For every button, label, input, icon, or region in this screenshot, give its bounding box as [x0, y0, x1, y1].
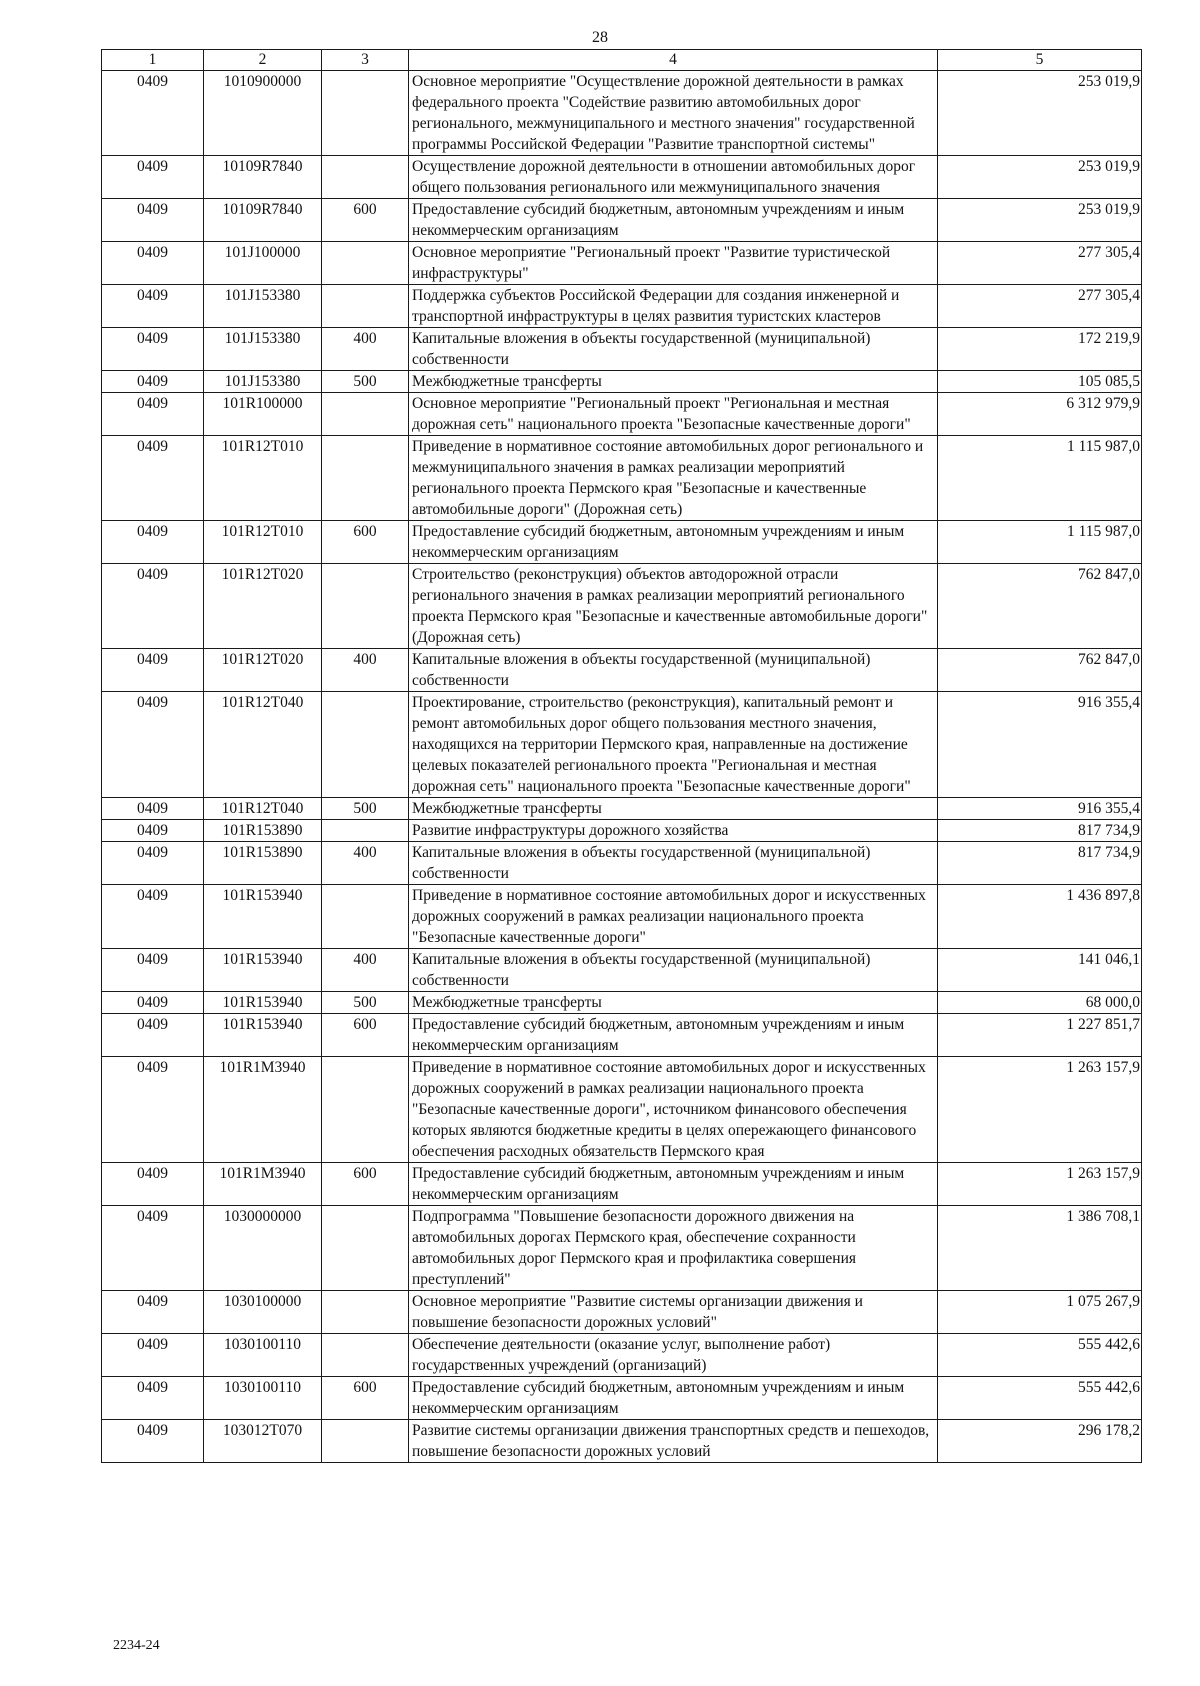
amount: 296 178,2	[938, 1420, 1142, 1463]
section-code: 0409	[102, 242, 204, 285]
table-row	[102, 649, 1142, 692]
item-name: Приведение в нормативное состояние автомобильных дорог регионального и межмуниципального значения в рамках реализации мероприятий регионального проекта Пермского края "Безопасные и качественные автомобильные дороги" (Дорожная сеть)	[409, 436, 938, 521]
item-name: Капитальные вложения в объекты государственной (муниципальной) собственности	[409, 328, 938, 371]
header-col-5: 5	[938, 50, 1142, 71]
target-article-code: 101R153940	[204, 885, 322, 949]
item-name: Проектирование, строительство (реконструкция), капитальный ремонт и ремонт автомобильных дорог общего пользования местного значения, находящихся на территории Пермского края, направленные на достижение целевых показателей регионального проекта "Региональная и местная дорожная сеть" национального проекта "Безопасные качественные дороги"	[409, 692, 938, 798]
table-row	[102, 885, 1142, 949]
amount: 253 019,9	[938, 156, 1142, 199]
amount: 555 442,6	[938, 1377, 1142, 1420]
target-article-code: 101R153940	[204, 1014, 322, 1057]
amount: 141 046,1	[938, 949, 1142, 992]
target-article-code: 101R12T040	[204, 798, 322, 820]
item-name: Развитие инфраструктуры дорожного хозяйства	[409, 820, 938, 842]
section-code: 0409	[102, 436, 204, 521]
expense-type-code	[322, 885, 409, 949]
table-row	[102, 1206, 1142, 1291]
table-body	[102, 71, 1142, 1463]
expense-type-code: 400	[322, 949, 409, 992]
section-code: 0409	[102, 1291, 204, 1334]
target-article-code: 1030100110	[204, 1334, 322, 1377]
expense-type-code: 400	[322, 328, 409, 371]
target-article-code: 101R153890	[204, 820, 322, 842]
section-code: 0409	[102, 842, 204, 885]
target-article-code: 1030100000	[204, 1291, 322, 1334]
target-article-code: 101R12T010	[204, 521, 322, 564]
item-name: Осуществление дорожной деятельности в отношении автомобильных дорог общего пользования регионального или межмуниципального значения	[409, 156, 938, 199]
target-article-code: 101J153380	[204, 371, 322, 393]
amount: 105 085,5	[938, 371, 1142, 393]
table-row	[102, 1420, 1142, 1463]
target-article-code: 101J153380	[204, 328, 322, 371]
amount: 817 734,9	[938, 842, 1142, 885]
table-row	[102, 1163, 1142, 1206]
expense-type-code	[322, 242, 409, 285]
table-row	[102, 156, 1142, 199]
expense-type-code: 600	[322, 1014, 409, 1057]
item-name: Строительство (реконструкция) объектов автодорожной отрасли регионального значения в рамках реализации мероприятий регионального проекта Пермского края "Безопасные и качественные автомобильные дороги" (Дорожная сеть)	[409, 564, 938, 649]
table-row	[102, 1057, 1142, 1163]
section-code: 0409	[102, 692, 204, 798]
amount: 1 075 267,9	[938, 1291, 1142, 1334]
amount: 1 436 897,8	[938, 885, 1142, 949]
item-name: Обеспечение деятельности (оказание услуг, выполнение работ) государственных учреждений (организаций)	[409, 1334, 938, 1377]
target-article-code: 1010900000	[204, 71, 322, 156]
section-code: 0409	[102, 885, 204, 949]
amount: 916 355,4	[938, 692, 1142, 798]
target-article-code: 101R1M3940	[204, 1163, 322, 1206]
section-code: 0409	[102, 1420, 204, 1463]
amount: 916 355,4	[938, 798, 1142, 820]
item-name: Развитие системы организации движения транспортных средств и пешеходов, повышение безопасности дорожных условий	[409, 1420, 938, 1463]
expense-type-code	[322, 1334, 409, 1377]
table-row	[102, 692, 1142, 798]
amount: 762 847,0	[938, 564, 1142, 649]
target-article-code: 101R12T020	[204, 649, 322, 692]
item-name: Подпрограмма "Повышение безопасности дорожного движения на автомобильных дорогах Пермского края, обеспечение сохранности автомобильных дорог Пермского края и профилактика совершения преступлений"	[409, 1206, 938, 1291]
expense-type-code: 400	[322, 842, 409, 885]
page-number: 28	[592, 29, 608, 46]
section-code: 0409	[102, 156, 204, 199]
section-code: 0409	[102, 949, 204, 992]
expense-type-code: 600	[322, 521, 409, 564]
item-name: Предоставление субсидий бюджетным, автономным учреждениям и иным некоммерческим организациям	[409, 1163, 938, 1206]
section-code: 0409	[102, 1377, 204, 1420]
target-article-code: 1030000000	[204, 1206, 322, 1291]
item-name: Поддержка субъектов Российской Федерации для создания инженерной и транспортной инфраструктуры в целях развития туристских кластеров	[409, 285, 938, 328]
table-row	[102, 71, 1142, 156]
expense-type-code: 500	[322, 798, 409, 820]
section-code: 0409	[102, 71, 204, 156]
expense-type-code: 400	[322, 649, 409, 692]
expense-type-code: 600	[322, 1377, 409, 1420]
amount: 253 019,9	[938, 199, 1142, 242]
table-row	[102, 1291, 1142, 1334]
section-code: 0409	[102, 820, 204, 842]
amount: 253 019,9	[938, 71, 1142, 156]
budget-table	[101, 49, 1142, 1463]
expense-type-code: 600	[322, 199, 409, 242]
item-name: Межбюджетные трансферты	[409, 371, 938, 393]
section-code: 0409	[102, 1163, 204, 1206]
header-col-3: 3	[322, 50, 409, 71]
target-article-code: 101R12T040	[204, 692, 322, 798]
item-name: Предоставление субсидий бюджетным, автономным учреждениям и иным некоммерческим организациям	[409, 199, 938, 242]
expense-type-code	[322, 692, 409, 798]
amount: 172 219,9	[938, 328, 1142, 371]
item-name: Основное мероприятие "Развитие системы организации движения и повышение безопасности дорожных условий"	[409, 1291, 938, 1334]
table-row	[102, 521, 1142, 564]
item-name: Предоставление субсидий бюджетным, автономным учреждениям и иным некоммерческим организациям	[409, 521, 938, 564]
target-article-code: 103012T070	[204, 1420, 322, 1463]
expense-type-code	[322, 1206, 409, 1291]
expense-type-code	[322, 564, 409, 649]
item-name: Приведение в нормативное состояние автомобильных дорог и искусственных дорожных сооружений в рамках реализации национального проекта "Безопасные качественные дороги", источником финансового обеспечения которых являются бюджетные кредиты в целях опережающего финансового обеспечения расходных обязательств Пермского края	[409, 1057, 938, 1163]
amount: 555 442,6	[938, 1334, 1142, 1377]
amount: 1 386 708,1	[938, 1206, 1142, 1291]
amount: 68 000,0	[938, 992, 1142, 1014]
item-name: Капитальные вложения в объекты государственной (муниципальной) собственности	[409, 842, 938, 885]
section-code: 0409	[102, 1057, 204, 1163]
section-code: 0409	[102, 371, 204, 393]
table-row	[102, 820, 1142, 842]
target-article-code: 101R12T010	[204, 436, 322, 521]
item-name: Межбюджетные трансферты	[409, 992, 938, 1014]
table-row	[102, 564, 1142, 649]
footer-code: 2234-24	[113, 1638, 160, 1653]
item-name: Капитальные вложения в объекты государственной (муниципальной) собственности	[409, 949, 938, 992]
target-article-code: 1030100110	[204, 1377, 322, 1420]
expense-type-code	[322, 1291, 409, 1334]
item-name: Приведение в нормативное состояние автомобильных дорог и искусственных дорожных сооружений в рамках реализации национального проекта "Безопасные качественные дороги"	[409, 885, 938, 949]
section-code: 0409	[102, 1334, 204, 1377]
table-row	[102, 393, 1142, 436]
table-row	[102, 992, 1142, 1014]
expense-type-code	[322, 156, 409, 199]
section-code: 0409	[102, 798, 204, 820]
section-code: 0409	[102, 393, 204, 436]
target-article-code: 101J153380	[204, 285, 322, 328]
section-code: 0409	[102, 285, 204, 328]
header-col-2: 2	[204, 50, 322, 71]
expense-type-code	[322, 1420, 409, 1463]
target-article-code: 101R153940	[204, 949, 322, 992]
amount: 817 734,9	[938, 820, 1142, 842]
item-name: Основное мероприятие "Осуществление дорожной деятельности в рамках федерального проекта "Содействие развитию автомобильных дорог регионального, межмуниципального и местного значения" государственной программы Российской Федерации "Развитие транспортной системы"	[409, 71, 938, 156]
expense-type-code: 500	[322, 371, 409, 393]
table-row	[102, 371, 1142, 393]
item-name: Основное мероприятие "Региональный проект "Развитие туристической инфраструктуры"	[409, 242, 938, 285]
expense-type-code	[322, 393, 409, 436]
amount: 1 227 851,7	[938, 1014, 1142, 1057]
amount: 277 305,4	[938, 242, 1142, 285]
target-article-code: 101R153940	[204, 992, 322, 1014]
item-name: Предоставление субсидий бюджетным, автономным учреждениям и иным некоммерческим организациям	[409, 1014, 938, 1057]
table-row	[102, 436, 1142, 521]
section-code: 0409	[102, 992, 204, 1014]
target-article-code: 10109R7840	[204, 199, 322, 242]
table-row	[102, 199, 1142, 242]
target-article-code: 10109R7840	[204, 156, 322, 199]
header-col-4: 4	[409, 50, 938, 71]
section-code: 0409	[102, 328, 204, 371]
table-row	[102, 242, 1142, 285]
expense-type-code	[322, 1057, 409, 1163]
section-code: 0409	[102, 1014, 204, 1057]
table-row	[102, 1334, 1142, 1377]
table-row	[102, 328, 1142, 371]
amount: 277 305,4	[938, 285, 1142, 328]
item-name: Основное мероприятие "Региональный проект "Региональная и местная дорожная сеть" национального проекта "Безопасные качественные дороги"	[409, 393, 938, 436]
expense-type-code: 500	[322, 992, 409, 1014]
expense-type-code	[322, 436, 409, 521]
expense-type-code	[322, 285, 409, 328]
section-code: 0409	[102, 1206, 204, 1291]
table-header	[102, 50, 1142, 71]
amount: 1 263 157,9	[938, 1057, 1142, 1163]
target-article-code: 101R153890	[204, 842, 322, 885]
section-code: 0409	[102, 521, 204, 564]
header-row	[102, 50, 1142, 71]
amount: 1 263 157,9	[938, 1163, 1142, 1206]
section-code: 0409	[102, 199, 204, 242]
expense-type-code	[322, 71, 409, 156]
amount: 1 115 987,0	[938, 521, 1142, 564]
table-row	[102, 798, 1142, 820]
target-article-code: 101R100000	[204, 393, 322, 436]
section-code: 0409	[102, 564, 204, 649]
header-col-1: 1	[102, 50, 204, 71]
table-row	[102, 1377, 1142, 1420]
table-row	[102, 285, 1142, 328]
target-article-code: 101R12T020	[204, 564, 322, 649]
amount: 762 847,0	[938, 649, 1142, 692]
item-name: Предоставление субсидий бюджетным, автономным учреждениям и иным некоммерческим организациям	[409, 1377, 938, 1420]
target-article-code: 101J100000	[204, 242, 322, 285]
item-name: Межбюджетные трансферты	[409, 798, 938, 820]
expense-type-code: 600	[322, 1163, 409, 1206]
table-row	[102, 1014, 1142, 1057]
target-article-code: 101R1M3940	[204, 1057, 322, 1163]
table-row	[102, 842, 1142, 885]
amount: 6 312 979,9	[938, 393, 1142, 436]
table-row	[102, 949, 1142, 992]
section-code: 0409	[102, 649, 204, 692]
expense-type-code	[322, 820, 409, 842]
amount: 1 115 987,0	[938, 436, 1142, 521]
item-name: Капитальные вложения в объекты государственной (муниципальной) собственности	[409, 649, 938, 692]
